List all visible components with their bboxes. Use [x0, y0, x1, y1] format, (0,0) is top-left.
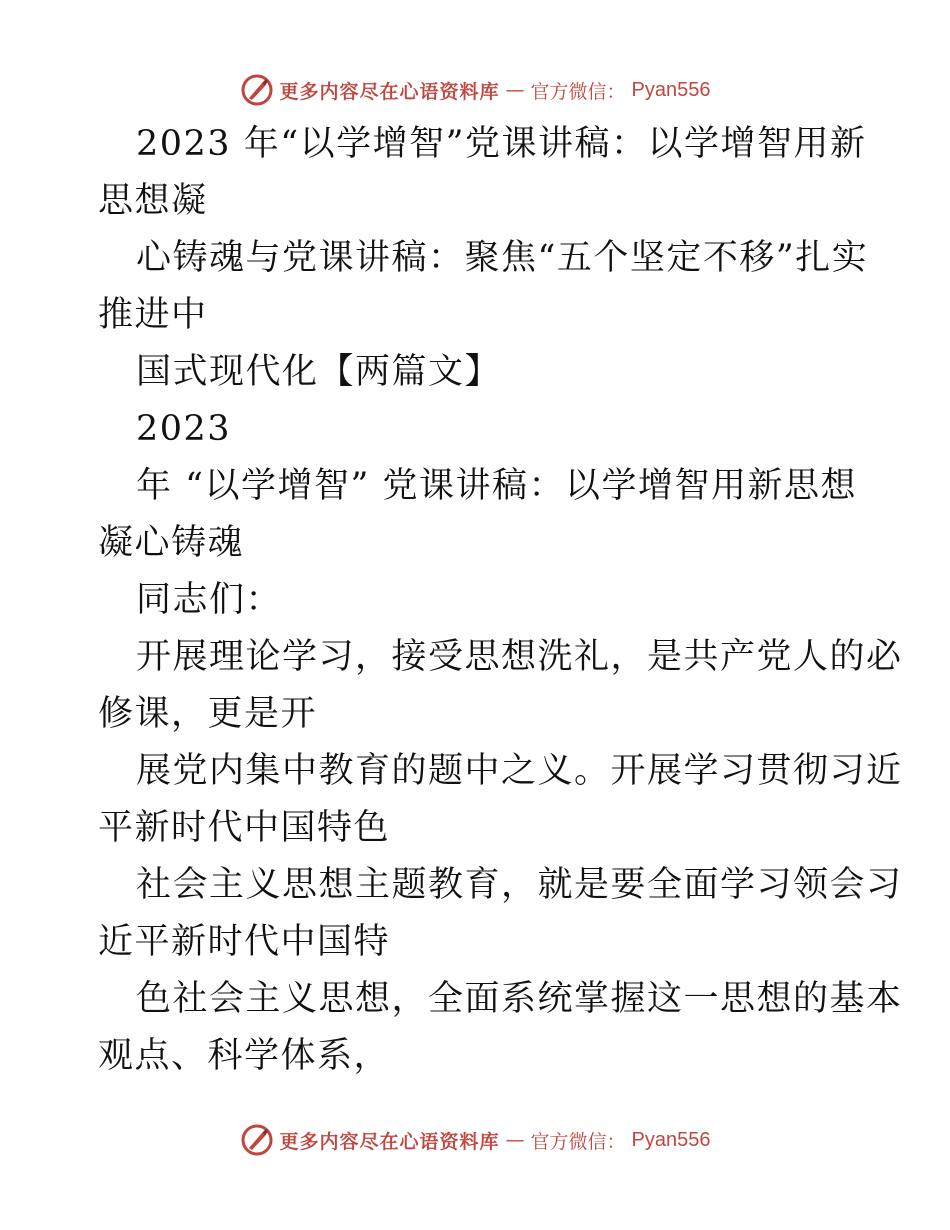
text-line: 色社会主义思想，全面系统掌握这一思想的基本 [136, 979, 903, 1019]
watermark-wechat-id: Pyan556 [631, 78, 711, 101]
watermark-separator: — [505, 79, 525, 101]
text-line: 平新时代中国特色 [98, 808, 391, 848]
text-line: 年 “以学增智” 党课讲稿：以学增智用新思想 [136, 466, 858, 506]
text-line: 近平新时代中国特 [98, 922, 391, 962]
footer-watermark [0, 1120, 950, 1160]
text-line: 2023 [136, 409, 232, 449]
document-body [98, 116, 903, 1085]
watermark-wechat-label: 官方微信： [530, 1130, 626, 1153]
watermark-wechat-label: 官方微信： [530, 80, 626, 103]
watermark-main-text: 更多内容尽在心语资料库 [279, 1130, 500, 1153]
text-line: 社会主义思想主题教育，就是要全面学习领会习 [136, 865, 903, 905]
watermark-separator: — [505, 1129, 525, 1151]
text-line: 国式现代化【两篇文】 [136, 352, 502, 392]
pen-logo-icon [240, 1123, 274, 1157]
watermark-main-text: 更多内容尽在心语资料库 [279, 80, 500, 103]
text-line: 同志们： [136, 580, 283, 620]
text-line: 推进中 [98, 295, 208, 335]
text-line: 思想凝 [98, 181, 208, 221]
text-line: 凝心铸魂 [98, 523, 245, 563]
text-line: 展党内集中教育的题中之义。开展学习贯彻习近 [136, 751, 903, 791]
text-line: 2023 年“以学增智”党课讲稿：以学增智用新 [136, 124, 867, 164]
text-line: 心铸魂与党课讲稿：聚焦“五个坚定不移”扎实 [136, 238, 869, 278]
header-watermark [0, 70, 950, 110]
text-line: 观点、科学体系， [98, 1036, 391, 1076]
text-line: 开展理论学习，接受思想洗礼，是共产党人的必 [136, 637, 903, 677]
pen-logo-icon [240, 73, 274, 107]
watermark-wechat-id: Pyan556 [631, 1128, 711, 1151]
text-line: 修课，更是开 [98, 694, 318, 734]
